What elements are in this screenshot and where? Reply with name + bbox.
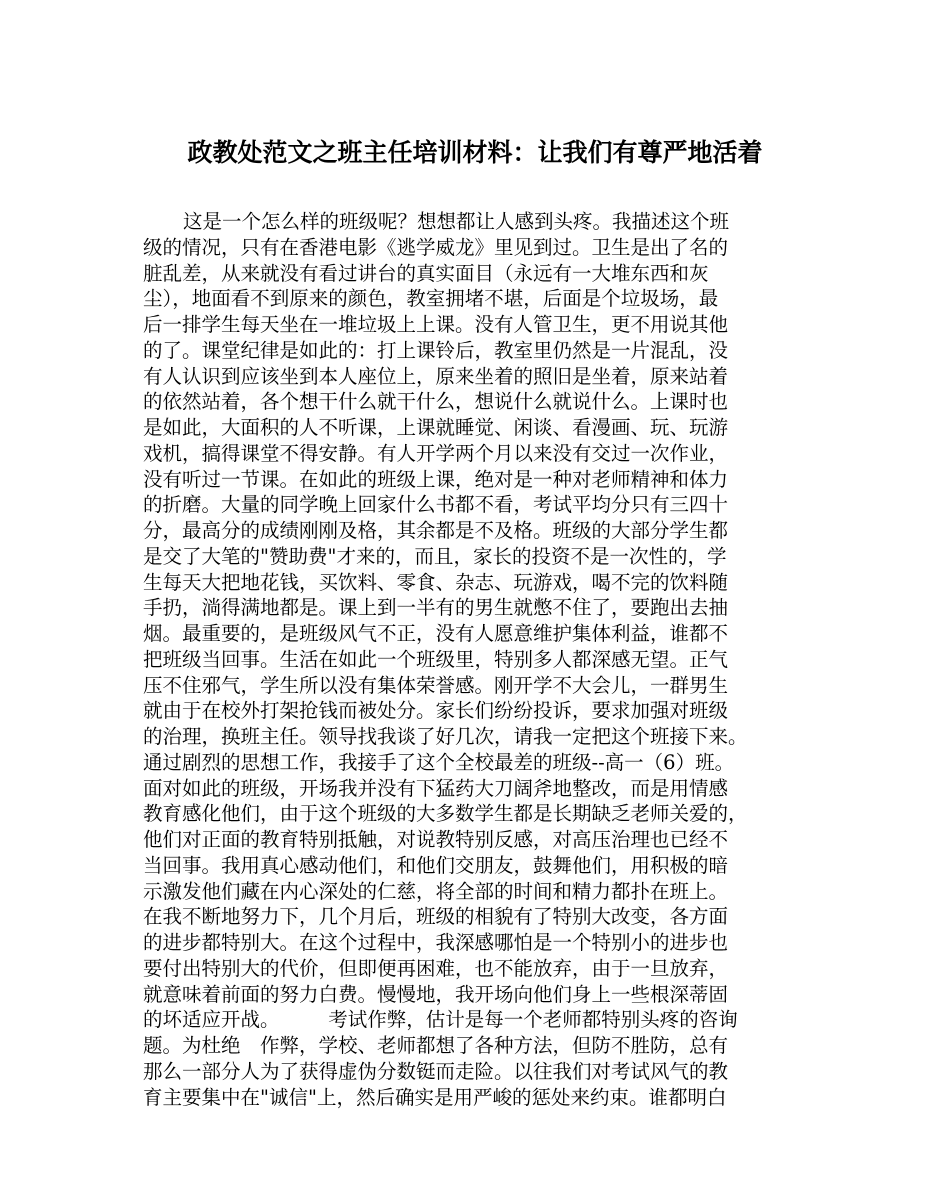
document-title: 政教处范文之班主任培训材料：让我们有尊严地活着 (187, 138, 763, 167)
body-line: 面对如此的班级，开场我并没有下猛药大刀阔斧地整改，而是用情感 (143, 776, 729, 800)
body-line: 脏乱差，从来就没有看过讲台的真实面目（永远有一大堆东西和灰 (143, 261, 709, 285)
body-line: 的折磨。大量的同学晚上回家什么书都不看，考试平均分只有三四十 (143, 493, 729, 517)
body-line: 后一排学生每天坐在一堆垃圾上上课。没有人管卫生，更不用说其他 (143, 313, 729, 336)
body-line: 的依然站着，各个想干什么就干什么，想说什么就说什么。上课时也 (143, 390, 729, 414)
body-line: 是如此，大面积的人不听课，上课就睡觉、闲谈、看漫画、玩、玩游 (143, 416, 729, 439)
body-line: 分，最高分的成绩刚刚及格，其余都是不及格。班级的大部分学生都 (143, 519, 729, 542)
body-line: 就由于在校外打架抢钱而被处分。家长们纷纷投诉，要求加强对班级 (143, 699, 729, 723)
body-line: 就意味着前面的努力白费。慢慢地，我开场向他们身上一些根深蒂固 (143, 982, 729, 1006)
body-line: 的了。课堂纪律是如此的：打上课铃后，教室里仍然是一片混乱，没 (143, 338, 729, 362)
body-line: 题。为杜绝 作弊，学校、老师都想了各种方法，但防不胜防，总有 (143, 1034, 729, 1057)
body-line: 要付出特别大的代价，但即便再困难，也不能放弃，由于一旦放弃， (143, 956, 729, 980)
body-line: 那么一部分人为了获得虚伪分数铤而走险。以往我们对考试风气的教 (143, 1059, 729, 1083)
body-line: 手扔，淌得满地都是。课上到一半有的男生就憋不住了，要跑出去抽 (143, 596, 729, 620)
body-line: 在我不断地努力下，几个月后，班级的相貌有了特别大改变，各方面 (143, 905, 729, 929)
body-line: 尘），地面看不到原来的颜色，教室拥堵不堪，后面是个垃圾场，最 (143, 287, 719, 311)
body-line: 的治理，换班主任。领导找我谈了好几次，请我一定把这个班接下来。 (143, 725, 748, 748)
body-line: 是交了大笔的"赞助费"才来的，而且，家长的投资不是一次性的，学 (143, 544, 727, 568)
body-line: 示激发他们藏在内心深处的仁慈，将全部的时间和精力都扑在班上。 (143, 879, 729, 903)
body-line: 烟。最重要的，是班级风气不正，没有人愿意维护集体利益，谁都不 (143, 622, 729, 645)
body-line: 的进步都特别大。在这个过程中，我深感哪怕是一个特别小的进步也 (143, 931, 729, 954)
body-line: 戏机，搞得课堂不得安静。有人开学两个月以来没有交过一次作业， (143, 441, 729, 465)
body-line: 有人认识到应该坐到本人座位上，原来坐着的照旧是坐着，原来站着 (143, 364, 729, 388)
body-line: 通过剧烈的思想工作，我接手了这个全校最差的班级--高一（6）班。 (143, 750, 735, 774)
body-line: 生每天大把地花钱，买饮料、零食、杂志、玩游戏，喝不完的饮料随 (143, 570, 729, 594)
body-line: 他们对正面的教育特别抵触，对说教特别反感，对高压治理也已经不 (143, 828, 729, 851)
body-line: 的坏适应开战。 考试作弊，估计是每一个老师都特别头疼的咨询 (143, 1008, 738, 1032)
body-line: 育主要集中在"诚信"上，然后确实是用严峻的惩处来约束。谁都明白 (143, 1085, 727, 1109)
body-line: 当回事。我用真心感动他们，和他们交朋友，鼓舞他们，用积极的暗 (143, 853, 729, 877)
body-line: 级的情况，只有在香港电影《逃学威龙》里见到过。卫生是出了名的 (143, 235, 729, 259)
document-body (143, 209, 823, 1110)
body-line: 教育感化他们，由于这个班级的大多数学生都是长期缺乏老师关爱的， (143, 802, 748, 826)
body-line: 没有听过一节课。在如此的班级上课，绝对是一种对老师精神和体力 (143, 467, 729, 491)
body-line: 这是一个怎么样的班级呢？想想都让人感到头疼。我描述这个班 (183, 210, 730, 233)
body-line: 压不住邪气，学生所以没有集体荣誉感。刚开学不大会儿，一群男生 (143, 673, 729, 697)
body-line: 把班级当回事。生活在如此一个班级里，特别多人都深感无望。正气 (143, 647, 729, 671)
